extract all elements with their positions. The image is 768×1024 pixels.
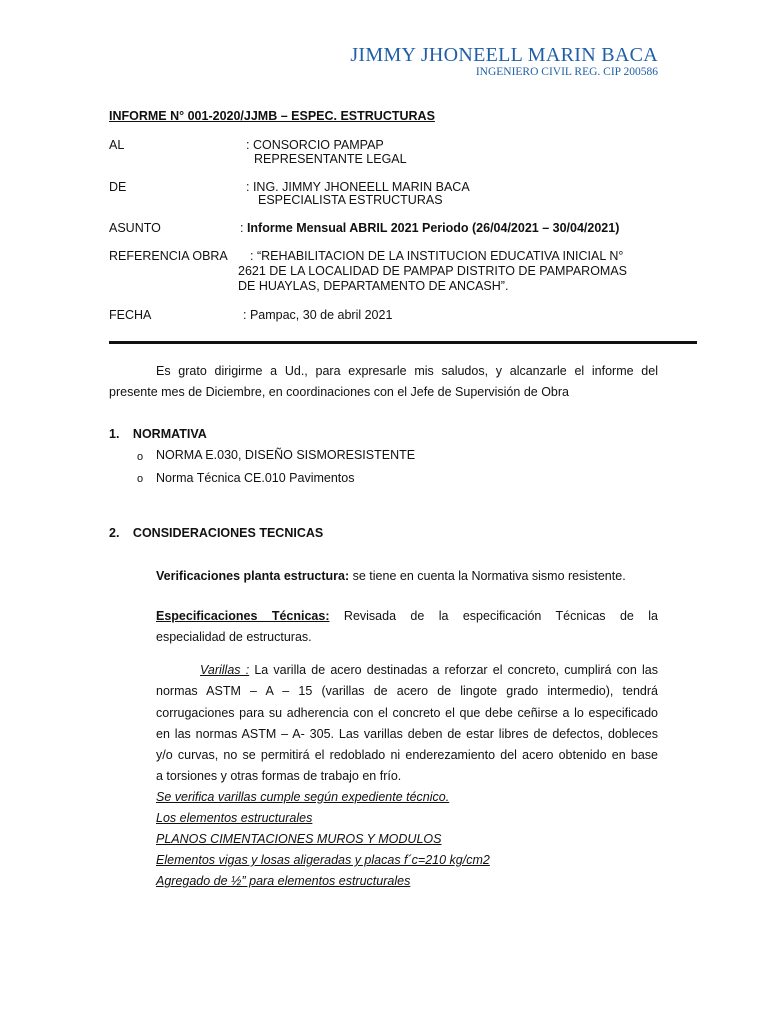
- varillas-line-5: y/o curvas, no se permitirá el redoblado ni enderezamiento del acero obtenido en base: [156, 748, 658, 763]
- varillas-paragraph: [156, 660, 658, 788]
- bullet-icon: o: [137, 451, 144, 463]
- referencia-line-1: : “REHABILITACION DE LA INSTITUCION EDUCATIVA INICIAL N°: [250, 249, 624, 263]
- varillas-line-1: [156, 660, 658, 681]
- normativa-item: Norma Técnica CE.010 Pavimentos: [156, 471, 355, 485]
- especificaciones-line-2: especialidad de estructuras.: [156, 630, 312, 645]
- varillas-text: La varilla de acero destinadas a reforzar el concreto, cumplirá con las: [249, 663, 658, 677]
- referencia-line-3: DE HUAYLAS, DEPARTAMENTO DE ANCASH”.: [238, 279, 509, 293]
- varillas-line-6: a torsiones y otras formas de trabajo en frío.: [156, 769, 402, 784]
- note-line: Los elementos estructurales: [156, 811, 313, 825]
- especificaciones-text: Revisada de la especificación Técnicas de la: [343, 609, 658, 623]
- section2-heading: [109, 526, 323, 540]
- note-line: Elementos vigas y losas aligeradas y placas f´c=210 kg/cm2: [156, 853, 490, 867]
- de-value: : ING. JIMMY JHONEELL MARIN BACA: [246, 180, 470, 194]
- varillas-line-2: normas ASTM – A – 15 (varillas de acero de lingote grado intermedio), tendrá: [156, 684, 658, 699]
- varillas-line-3: corrugaciones para su adherencia con el concreto el que debe ceñirse a lo especificado: [156, 705, 658, 720]
- varillas-label: Varillas :: [200, 663, 250, 677]
- fecha-value: : Pampac, 30 de abril 2021: [243, 308, 393, 322]
- asunto-colon: :: [240, 221, 247, 235]
- intro-paragraph: [109, 361, 658, 404]
- de-label: DE: [109, 180, 127, 194]
- varillas-line-4: en las normas ASTM – A- 305. Las varillas deben de estar libres de defectos, dobleces: [156, 726, 658, 741]
- section1-title: NORMATIVA: [132, 427, 207, 441]
- asunto-text: Informe Mensual ABRIL 2021 Periodo (26/04/2021 – 30/04/2021): [246, 221, 620, 235]
- intro-line-2: presente mes de Diciembre, en coordinaciones con el Jefe de Supervisión de Obra: [109, 385, 569, 400]
- especificaciones-line-1: [156, 606, 658, 627]
- section2-number: 2.: [109, 526, 120, 540]
- letterhead-name: JIMMY JHONEELL MARIN BACA: [350, 44, 658, 66]
- especificaciones-label: Especificaciones Técnicas:: [156, 609, 330, 623]
- bullet-icon: o: [137, 473, 144, 485]
- asunto-value: [240, 221, 619, 235]
- normativa-item: NORMA E.030, DISEÑO SISMORESISTENTE: [156, 448, 416, 462]
- intro-line-1: Es grato dirigirme a Ud., para expresarle mis saludos, y alcanzarle el informe del: [156, 364, 658, 378]
- al-value-2: REPRESENTANTE LEGAL: [254, 152, 407, 166]
- section2-title: CONSIDERACIONES TECNICAS: [132, 526, 324, 540]
- fecha-label: FECHA: [109, 308, 152, 322]
- de-value-2: ESPECIALISTA ESTRUCTURAS: [258, 193, 443, 207]
- note-line: PLANOS CIMENTACIONES MUROS Y MODULOS: [156, 832, 442, 846]
- verificaciones-paragraph: [156, 569, 626, 583]
- verificaciones-text: se tiene en cuenta la Normativa sismo resistente.: [349, 569, 626, 583]
- section1-number: 1.: [109, 427, 120, 441]
- divider-rule: [109, 341, 697, 344]
- verificaciones-label: Verificaciones planta estructura:: [156, 569, 350, 583]
- letterhead-subtitle: INGENIERO CIVIL REG. CIP 200586: [475, 66, 658, 78]
- referencia-line-2: 2621 DE LA LOCALIDAD DE PAMPAP DISTRITO DE PAMPAROMAS: [238, 264, 628, 278]
- referencia-label: REFERENCIA OBRA: [109, 249, 228, 263]
- al-value: : CONSORCIO PAMPAP: [246, 138, 384, 152]
- report-title: INFORME N° 001-2020/JJMB – ESPEC. ESTRUCTURAS: [109, 109, 435, 123]
- note-line: Se verifica varillas cumple según expediente técnico.: [156, 790, 450, 804]
- section1-heading: [109, 427, 207, 441]
- asunto-label: ASUNTO: [109, 221, 161, 235]
- al-label: AL: [109, 138, 125, 152]
- note-line: Agregado de ½” para elementos estructurales: [156, 874, 411, 888]
- especificaciones-paragraph: [156, 606, 658, 649]
